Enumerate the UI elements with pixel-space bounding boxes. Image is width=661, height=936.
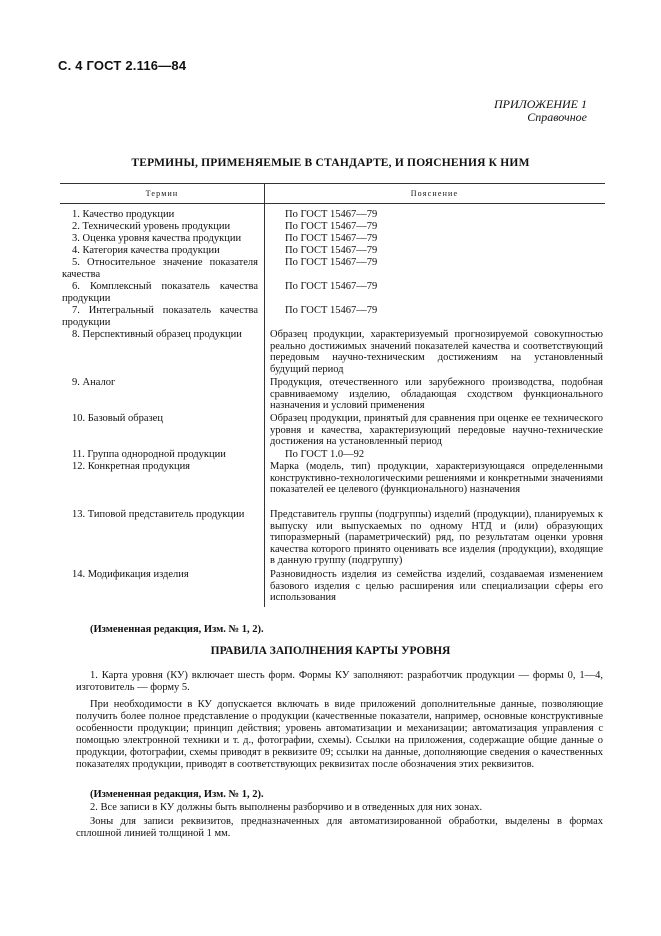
amendment-note-2: (Измененная редакция, Изм. № 1, 2). xyxy=(90,789,264,800)
explanation-6: По ГОСТ 15467—79 xyxy=(285,281,378,292)
section-title-rules: ПРАВИЛА ЗАПОЛНЕНИЯ КАРТЫ УРОВНЯ xyxy=(210,645,451,657)
explanation-10: Образец продукции, принятый для сравнения при оценке ее технического уровня и качества, характеризующий передовые научно-технические достижения на установленный период xyxy=(270,413,603,447)
explanation-13: Представитель группы (подгруппы) изделий (продукции), планируемых к выпуску или выпускаемых по одному НТД и (или) образующих типоразмерный (параметрический) ряд, по результатам оценки уровня качества которого принято оценивать все изделия (продукции), входящие в данную группу (подгруппу) xyxy=(270,509,603,566)
table-column-divider xyxy=(264,183,265,607)
appendix-type: Справочное xyxy=(527,110,587,124)
explanation-2: По ГОСТ 15467—79 xyxy=(285,221,378,232)
explanation-5: По ГОСТ 15467—79 xyxy=(285,257,378,268)
explanation-9: Продукция, отечественного или зарубежного производства, подобная сравниваемому изделию, обладающая сходством функционального назначения и условий применения xyxy=(270,377,603,411)
explanation-11: По ГОСТ 1.0—92 xyxy=(285,449,365,460)
term-14: 14. Модификация изделия xyxy=(72,569,189,580)
term-12: 12. Конкретная продукция xyxy=(72,461,191,472)
page-header: С. 4 ГОСТ 2.116—84 xyxy=(58,58,187,73)
term-5: 5. Относительное значение показателя качества xyxy=(62,257,258,280)
term-13: 13. Типовой представитель продукции xyxy=(72,509,245,520)
explanation-3: По ГОСТ 15467—79 xyxy=(285,233,378,244)
explanation-14: Разновидность изделия из семейства изделий, создаваемая изменением базового изделия с целью расширения или специализации сферы его использования xyxy=(270,569,603,603)
paragraph-2: При необходимости в КУ допускается включать в виде приложений дополнительные данные, позволяющие получить более полное представление о продукции (качественные показатели, например, основные конструктивные особенности продукции; принцип действия; уровень автоматизации и механизации; автоматизация управления с помощью электронной техники и т. д., фотографии, схемы). Ссылки на приложения, содержащие общие данные о продукции, фотографии, схемы приводят в реквизите 09; ссылки на данные, дополняющие сведения о качественных показателях продукции, приводят в соответствующих реквизитах после обозначения этих реквизитов. xyxy=(76,699,603,771)
appendix-label: ПРИЛОЖЕНИЕ 1 xyxy=(494,97,587,111)
term-10: 10. Базовый образец xyxy=(72,413,163,424)
section-title-terms: ТЕРМИНЫ, ПРИМЕНЯЕМЫЕ В СТАНДАРТЕ, И ПОЯСНЕНИЯ К НИМ xyxy=(131,157,530,169)
term-9: 9. Аналог xyxy=(72,377,116,388)
explanation-7: По ГОСТ 15467—79 xyxy=(285,305,378,316)
term-7: 7. Интегральный показатель качества продукции xyxy=(62,305,258,328)
paragraph-3: 2. Все записи в КУ должны быть выполнены разборчиво и в отведенных для них зонах. xyxy=(90,802,483,813)
table-header-rule xyxy=(60,203,605,204)
term-4: 4. Категория качества продукции xyxy=(72,245,220,256)
term-2: 2. Технический уровень продукции xyxy=(72,221,231,232)
table-top-rule xyxy=(60,183,605,184)
paragraph-1: 1. Карта уровня (КУ) включает шесть форм. Формы КУ заполняют: разработчик продукции — формы 0, 1—4, изготовитель — форму 5. xyxy=(76,670,603,694)
paragraph-4: Зоны для записи реквизитов, предназначенных для автоматизированной обработки, выделены в формах сплошной линией толщиной 1 мм. xyxy=(76,816,603,840)
term-1: 1. Качество продукции xyxy=(72,209,175,220)
term-3: 3. Оценка уровня качества продукции xyxy=(72,233,242,244)
term-8: 8. Перспективный образец продукции xyxy=(72,329,242,340)
term-6: 6. Комплексный показатель качества продукции xyxy=(62,281,258,304)
amendment-note-1: (Измененная редакция, Изм. № 1, 2). xyxy=(90,624,264,635)
column-header-explanation: Пояснение xyxy=(410,189,459,198)
explanation-1: По ГОСТ 15467—79 xyxy=(285,209,378,220)
column-header-term: Термин xyxy=(145,189,179,198)
explanation-8: Образец продукции, характеризуемый прогнозируемой совокупностью реально достижимых значений показателей качества и соответствующий передовым научно-техническим достижениям на установленный будущий период xyxy=(270,329,603,375)
explanation-4: По ГОСТ 15467—79 xyxy=(285,245,378,256)
term-11: 11. Группа однородной продукции xyxy=(72,449,226,460)
explanation-12: Марка (модель, тип) продукции, характеризующаяся определенными конструктивно-технологическими решениями и конкретными значениями показателей ее целевого (функционального) назначения xyxy=(270,461,603,495)
